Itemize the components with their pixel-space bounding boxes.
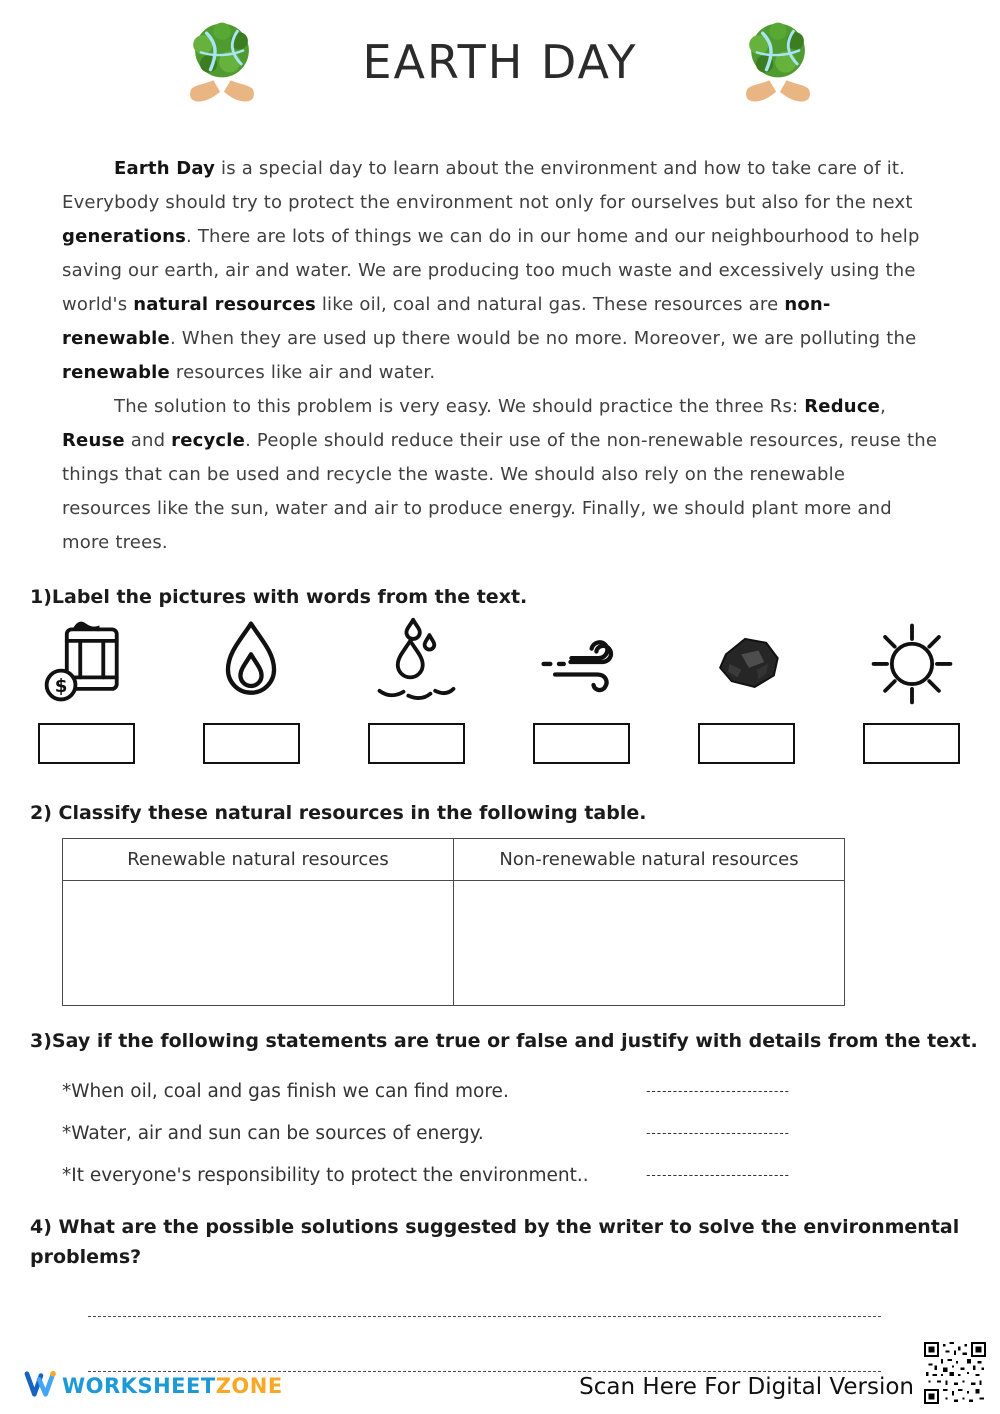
water-label-box[interactable] (368, 723, 465, 764)
table-header-renewable: Renewable natural resources (63, 839, 454, 881)
sun-icon (864, 614, 960, 710)
brand-text-zone: ZONE (215, 1374, 283, 1398)
water-drops-icon (368, 614, 464, 710)
footer (0, 1342, 1000, 1414)
worksheetzone-brand (24, 1370, 283, 1402)
flame-icon (203, 614, 299, 710)
svg-text:$: $ (54, 675, 68, 697)
coal-icon (699, 614, 795, 710)
exercise2-heading: 2) Classify these natural resources in the following table. (30, 802, 647, 824)
worksheetzone-logo-icon (24, 1370, 56, 1402)
icon-cell-fire (199, 614, 303, 764)
statement-row-3 (62, 1154, 938, 1196)
qr-code (924, 1342, 986, 1408)
exercise1-heading: 1)Label the pictures with words from the text. (30, 586, 528, 608)
statement-text-1: *When oil, coal and gas finish we can find more. (62, 1080, 509, 1102)
renewable-answer-cell[interactable] (63, 881, 454, 1006)
statement-row-2 (62, 1112, 938, 1154)
brand-text-worksheet: WORKSHEET (62, 1374, 216, 1398)
exercise3-heading: 3)Say if the following statements are true or false and justify with details from the text. (30, 1030, 978, 1052)
nonrenewable-answer-cell[interactable] (454, 881, 845, 1006)
earth-hands-logo-left (174, 12, 270, 112)
statement-answer-line-2[interactable]: --------------------------- (646, 1126, 790, 1140)
wind-label-box[interactable] (533, 723, 630, 764)
sun-label-box[interactable] (863, 723, 960, 764)
exercise3-statements (62, 1070, 938, 1196)
exercise4-heading: 4) What are the possible solutions suggested by the writer to solve the environmental problems? (30, 1216, 960, 1268)
oil-label-box[interactable] (38, 723, 135, 764)
statement-row-1 (62, 1070, 938, 1112)
brand-text (62, 1374, 283, 1398)
classification-table (62, 838, 845, 1006)
fire-label-box[interactable] (203, 723, 300, 764)
exercise1-icon-row (0, 608, 1000, 764)
oil-barrel-icon (38, 614, 134, 710)
scan-here-text: Scan Here For Digital Version (579, 1374, 914, 1400)
table-header-row (63, 839, 845, 881)
intro-paragraph-1: Earth Day is a special day to learn about the environment and how to take care of it. Everybody should try to protect the environment not only for ourselves but also for the next generations. There are lots of things we can do in our home and our neighbourhood to help saving our earth, air and water. We are producing too much waste and excessively using the world's natural resources like oil, coal and natural gas. These resources are non-renewable. When they are used up there would be no more. Moreover, we are polluting the renewable resources like air and water. (62, 158, 920, 383)
statement-answer-line-3[interactable]: --------------------------- (646, 1168, 790, 1182)
statement-answer-line-1[interactable]: --------------------------- (646, 1084, 790, 1098)
exercise4-answer-line-1[interactable] (88, 1316, 881, 1317)
statement-text-2: *Water, air and sun can be sources of energy. (62, 1122, 484, 1144)
icon-cell-coal (695, 614, 799, 764)
statement-text-3: *It everyone's responsibility to protect the environment.. (62, 1164, 589, 1186)
intro-paragraph-2: The solution to this problem is very easy. We should practice the three Rs: Reduce, Reuse and recycle. People should reduce their use of the non-renewable resources, reuse the things that can be used and recycle the waste. We should also rely on the renewable resources like the sun, water and air to produce energy. Finally, we should plant more and more trees. (62, 396, 938, 553)
header (0, 0, 1000, 112)
page-title: EARTH DAY (362, 35, 638, 89)
table-answer-row (63, 881, 845, 1006)
icon-cell-oil (34, 614, 138, 764)
wind-icon (534, 614, 630, 710)
intro-text (62, 152, 938, 560)
table-header-nonrenewable: Non-renewable natural resources (454, 839, 845, 881)
coal-label-box[interactable] (698, 723, 795, 764)
earth-hands-logo-right (730, 12, 826, 112)
icon-cell-wind (530, 614, 634, 764)
icon-cell-sun (860, 614, 964, 764)
icon-cell-water (364, 614, 468, 764)
